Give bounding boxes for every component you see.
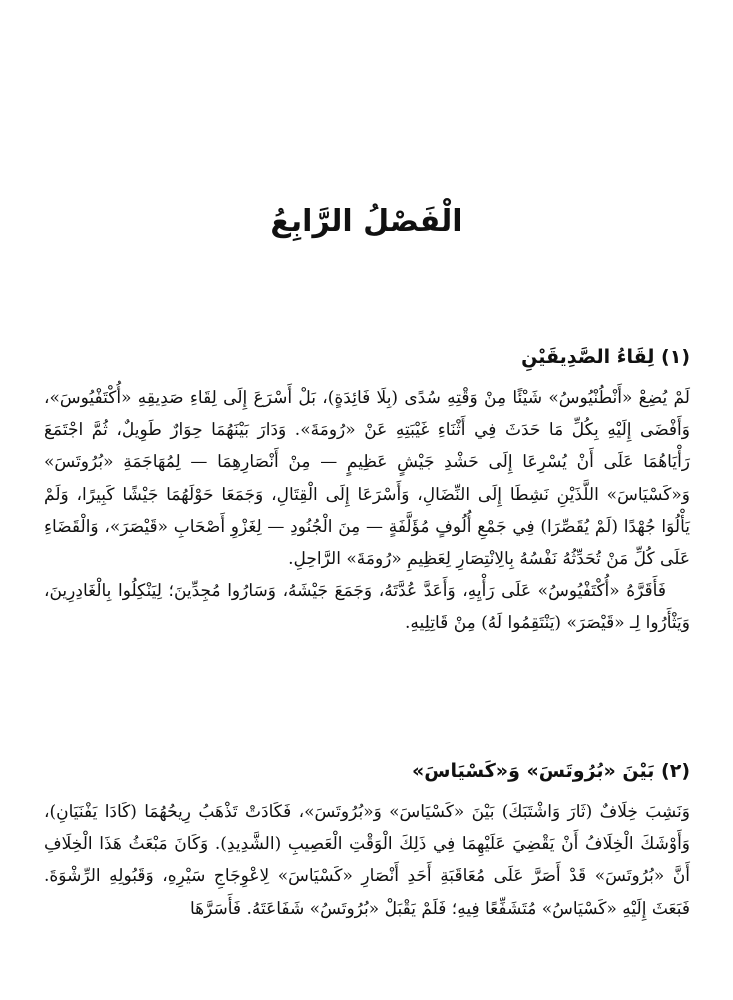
section-2 — [44, 756, 690, 925]
chapter-title: الْفَصْلُ الرَّابِعُ — [270, 204, 463, 239]
paragraph: فَأَقَرَّهُ «أُكْتَفْيُوسُ» عَلَى رَأْيِهِ، وَأَعَدَّ عُدَّتَهُ، وَجَمَعَ جَيْشَهُ، وَسَارُوا مُجِدِّينَ؛ لِيَنْكِلُوا بِالْغَادِرِينَ، وَيَثْأَرُوا لِـ «قَيْصَرَ» (يَنْتَقِمُوا لَهُ) مِنْ قَاتِلِيهِ. — [44, 581, 690, 634]
paragraph: وَنَشِبَ خِلَافٌ (ثَارَ وَاشْتَبَكَ) بَيْنَ «كَسْيَاسَ» وَ«بُرُوتَسَ»، فَكَادَتْ تَذْهَبُ رِيحُهُمَا (كَادَا يَفْنَيَانِ)، وَأَوْشَكَ الْخِلَافُ أَنْ يَقْضِيَ عَلَيْهِمَا فِي ذَلِكَ الْوَقْتِ الْعَصِيبِ (الشَّدِيدِ). وَكَانَ مَبْعَثُ هَذَا الْخِلَافِ أَنَّ «بُرُوتَسَ» قَدْ أَصَرَّ عَلَى مُعَاقَبَةِ أَحَدِ أَنْصَارِ «كَسْيَاسَ» لِاعْوِجَاجِ سَيْرِهِ، وَقَبُولِهِ الرِّشْوَةَ. فَبَعَثَ إِلَيْهِ «كَسْيَاسُ» مُتَشَفِّعًا فِيهِ؛ فَلَمْ يَقْبَلْ «بُرُوتَسُ» شَفَاعَتَهُ. فَأَسَرَّهَا — [44, 802, 690, 919]
section-1 — [44, 342, 690, 640]
section-heading: (١) لِقَاءُ الصَّدِيقَيْنِ — [521, 346, 690, 368]
section-heading: (٢) بَيْنَ «بُرُوتَسَ» وَ«كَسْيَاسَ» — [412, 760, 690, 782]
paragraph: لَمْ يُضِعْ «أَنْطُنْيُوسُ» شَيْئًا مِنْ وَقْتِهِ سُدًى (بِلَا فَائِدَةٍ)، بَلْ أَسْرَعَ إِلَى لِقَاءِ صَدِيقِهِ «أُكْتَفْيُوسَ»، وَأَفْضَى إِلَيْهِ بِكُلِّ مَا حَدَثَ فِي أَثْنَاءِ غَيْبَتِهِ عَنْ «رُومَةَ». وَدَارَ بَيْنَهُمَا حِوَارٌ طَوِيلٌ، ثُمَّ اجْتَمَعَ رَأْيَاهُمَا عَلَى أَنْ يُسْرِعَا إِلَى حَشْدِ جَيْشٍ عَظِيمٍ — مِنْ أَنْصَارِهِمَا — لِمُهَاجَمَةِ «بُرُوتَسَ» وَ«كَسْيَاسَ» اللَّذَيْنِ نَشِطَا إِلَى النِّضَالِ، وَأَسْرَعَا إِلَى الْقِتَالِ، وَجَمَعَا حَوْلَهُمَا جَيْشًا كَبِيرًا، وَلَمْ يَأْلُوَا جُهْدًا (لَمْ يُقَصِّرَا) فِي جَمْعِ أُلُوفٍ مُؤَلَّفَةٍ — مِنَ الْجُنُودِ — لِغَزْوِ أَصْحَابِ «قَيْصَرَ»، وَالْقَضَاءِ عَلَى كُلِّ مَنْ تُحَدِّثُهُ نَفْسُهُ بِالِانْتِصَارِ لِعَظِيمِ «رُومَةَ» الرَّاحِلِ. — [44, 388, 690, 570]
